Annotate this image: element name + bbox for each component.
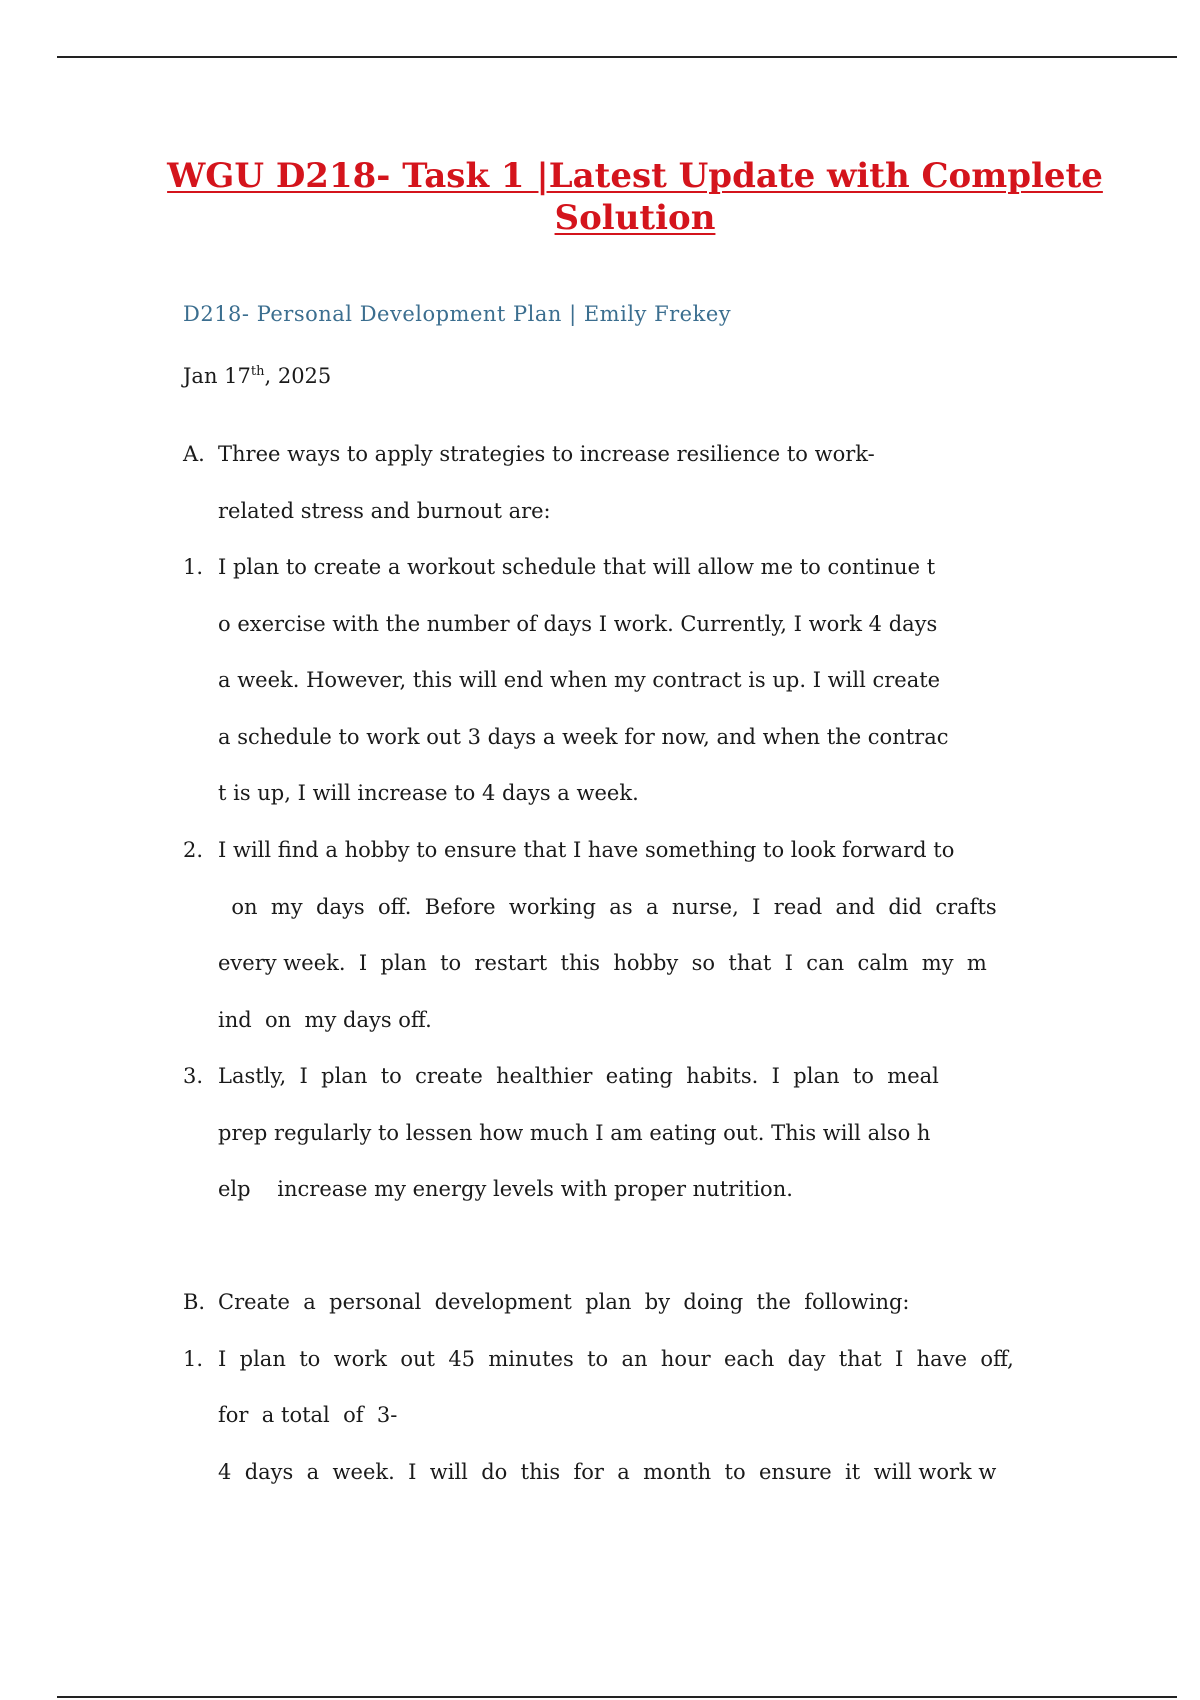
- title-line-2: Solution: [554, 198, 716, 238]
- list-item-line: I plan to work out 45 minutes to an hour each day that I have off,: [218, 1347, 1014, 1371]
- list-item-marker: 3.: [183, 1064, 204, 1088]
- list-item-line: o exercise with the number of days I work. Currently, I work 4 days: [218, 612, 938, 636]
- list-item-line: t is up, I will increase to 4 days a week.: [218, 781, 639, 805]
- date-suffix: , 2025: [264, 364, 332, 388]
- list-item-marker: 1.: [183, 555, 204, 579]
- document-subtitle: D218- Personal Development Plan | Emily Frekey: [183, 302, 732, 326]
- list-item-line: I plan to create a workout schedule that will allow me to continue t: [218, 555, 936, 579]
- bottom-rule: [57, 1696, 1177, 1698]
- section-a-marker: A.: [183, 442, 205, 466]
- date-ordinal: th: [250, 364, 265, 379]
- list-item-line: on my days off. Before working as a nurse, I read and did crafts: [218, 895, 997, 919]
- list-item-line: Lastly, I plan to create healthier eating habits. I plan to meal: [218, 1064, 939, 1088]
- list-item-line: I will find a hobby to ensure that I have something to look forward to: [218, 838, 955, 862]
- list-item-line: for a total of 3-: [218, 1403, 398, 1427]
- list-item-line: 4 days a week. I will do this for a month to ensure it will work w: [218, 1460, 997, 1484]
- title-line-1: WGU D218- Task 1 |Latest Update with Complete: [167, 156, 1103, 196]
- list-item-marker: 1.: [183, 1347, 204, 1371]
- document-title: [100, 155, 1170, 239]
- list-item-line: ind on my days off.: [218, 1008, 432, 1032]
- section-a-line: related stress and burnout are:: [218, 499, 551, 523]
- section-b-line: Create a personal development plan by doing the following:: [218, 1290, 910, 1314]
- top-rule: [57, 56, 1177, 58]
- list-item-line: prep regularly to lessen how much I am eating out. This will also h: [218, 1121, 931, 1145]
- list-item-line: every week. I plan to restart this hobby so that I can calm my m: [218, 951, 987, 975]
- list-item-line: a schedule to work out 3 days a week for now, and when the contrac: [218, 725, 949, 749]
- section-a-line: Three ways to apply strategies to increase resilience to work-: [218, 442, 875, 466]
- section-b-marker: B.: [183, 1290, 206, 1314]
- list-item-line: elp increase my energy levels with proper nutrition.: [218, 1177, 793, 1201]
- list-item-marker: 2.: [183, 838, 204, 862]
- list-item-line: a week. However, this will end when my contract is up. I will create: [218, 668, 941, 692]
- date-prefix: Jan 17: [183, 364, 251, 388]
- document-date: [183, 364, 331, 388]
